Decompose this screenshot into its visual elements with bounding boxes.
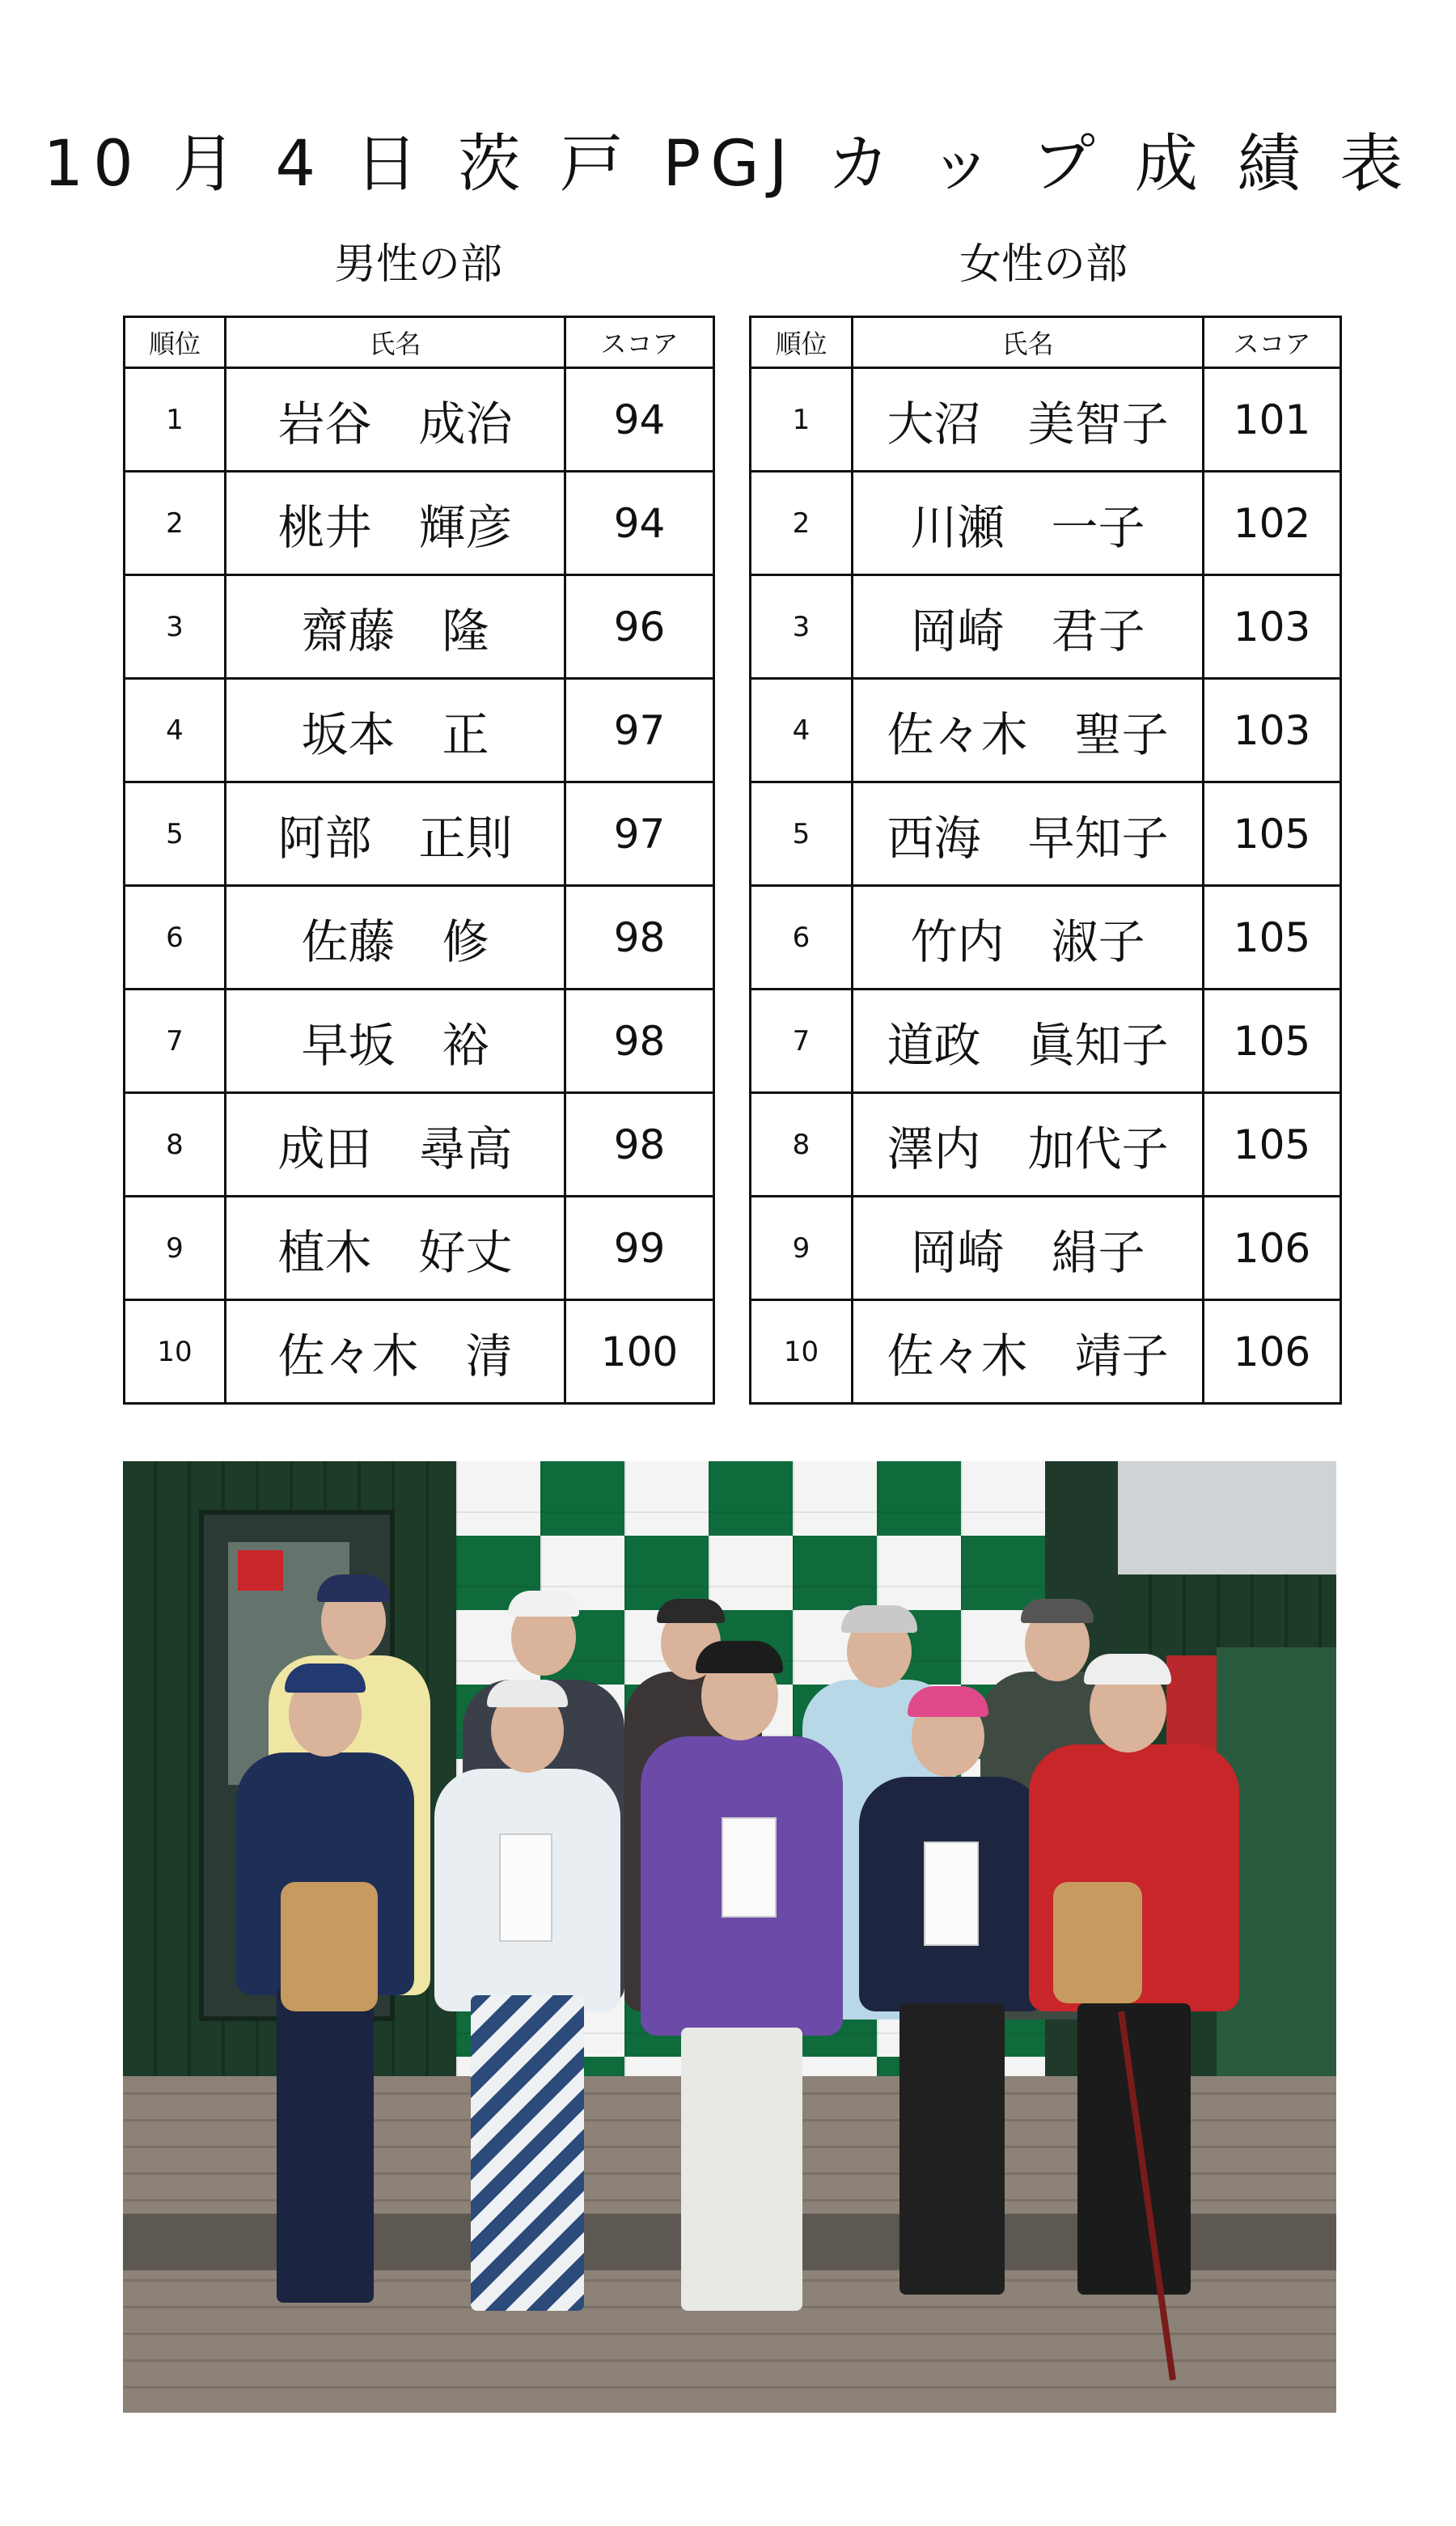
rank-cell: 7 <box>125 990 226 1093</box>
cap <box>317 1575 390 1602</box>
men-results-table <box>123 316 715 1405</box>
rice-bag <box>1053 1882 1142 2003</box>
name-cell: 早坂 裕 <box>226 990 565 1093</box>
score-cell: 103 <box>1204 575 1341 679</box>
score-cell: 105 <box>1204 990 1341 1093</box>
cap <box>657 1599 725 1623</box>
rank-cell: 9 <box>125 1197 226 1300</box>
table-row <box>125 679 714 782</box>
name-cell: 岡崎 君子 <box>853 575 1204 679</box>
score-cell: 106 <box>1204 1197 1341 1300</box>
cap <box>285 1664 366 1693</box>
sky <box>1118 1461 1336 1575</box>
score-cell: 97 <box>565 782 714 886</box>
person-legs <box>899 2003 1005 2295</box>
rank-cell: 4 <box>751 679 853 782</box>
page-title: 10 月 4 日 茨 戸 PGJ カ ッ プ 成 績 表 <box>43 128 1413 201</box>
name-cell: 坂本 正 <box>226 679 565 782</box>
name-cell: 西海 早知子 <box>853 782 1204 886</box>
rank-cell: 3 <box>125 575 226 679</box>
table-row <box>125 782 714 886</box>
score-cell: 103 <box>1204 679 1341 782</box>
table-row <box>751 575 1341 679</box>
table-row <box>751 990 1341 1093</box>
score-cell: 105 <box>1204 886 1341 990</box>
name-cell: 岩谷 成治 <box>226 368 565 472</box>
person-legs <box>471 1995 584 2311</box>
table-row <box>125 886 714 990</box>
table-row <box>751 1093 1341 1197</box>
name-cell: 成田 尋高 <box>226 1093 565 1197</box>
envelope <box>924 1842 979 1946</box>
table-row <box>125 575 714 679</box>
person-legs <box>1077 2003 1191 2295</box>
score-cell: 97 <box>565 679 714 782</box>
name-cell: 佐藤 修 <box>226 886 565 990</box>
door-sign <box>238 1550 283 1591</box>
name-cell: 竹内 淑子 <box>853 886 1204 990</box>
cap <box>1084 1654 1171 1685</box>
group-photo <box>123 1461 1336 2413</box>
name-header: 氏名 <box>226 317 565 368</box>
rank-cell: 4 <box>125 679 226 782</box>
rank-cell: 5 <box>751 782 853 886</box>
rank-cell: 6 <box>125 886 226 990</box>
score-cell: 96 <box>565 575 714 679</box>
table-row <box>751 886 1341 990</box>
cap <box>696 1641 783 1673</box>
rank-cell: 1 <box>125 368 226 472</box>
cap <box>1021 1599 1094 1623</box>
rank-cell: 9 <box>751 1197 853 1300</box>
rank-cell: 3 <box>751 575 853 679</box>
name-cell: 桃井 輝彦 <box>226 472 565 575</box>
table-header-row <box>125 317 714 368</box>
rank-cell: 2 <box>125 472 226 575</box>
name-cell: 岡崎 絹子 <box>853 1197 1204 1300</box>
envelope <box>499 1833 552 1942</box>
rice-bag <box>281 1882 378 2011</box>
rank-header: 順位 <box>751 317 853 368</box>
cap <box>508 1591 579 1617</box>
score-cell: 99 <box>565 1197 714 1300</box>
table-row <box>751 1300 1341 1404</box>
cap <box>841 1605 917 1633</box>
name-cell: 澤内 加代子 <box>853 1093 1204 1197</box>
envelope <box>722 1817 777 1918</box>
rank-cell: 8 <box>125 1093 226 1197</box>
score-cell: 101 <box>1204 368 1341 472</box>
name-cell: 道政 眞知子 <box>853 990 1204 1093</box>
table-row <box>125 1300 714 1404</box>
name-cell: 齋藤 隆 <box>226 575 565 679</box>
score-cell: 98 <box>565 1093 714 1197</box>
person-legs <box>681 2028 802 2311</box>
name-cell: 川瀬 一子 <box>853 472 1204 575</box>
women-results-table <box>749 316 1342 1405</box>
score-cell: 100 <box>565 1300 714 1404</box>
rank-cell: 6 <box>751 886 853 990</box>
rank-header: 順位 <box>125 317 226 368</box>
score-cell: 102 <box>1204 472 1341 575</box>
table-row <box>751 679 1341 782</box>
person-legs <box>277 1987 374 2303</box>
rank-cell: 8 <box>751 1093 853 1197</box>
name-header: 氏名 <box>853 317 1204 368</box>
men-section-title: 男性の部 <box>333 240 502 289</box>
score-cell: 105 <box>1204 1093 1341 1197</box>
table-row <box>751 368 1341 472</box>
table-row <box>751 782 1341 886</box>
rank-cell: 5 <box>125 782 226 886</box>
name-cell: 植木 好丈 <box>226 1197 565 1300</box>
table-row <box>751 1197 1341 1300</box>
name-cell: 佐々木 靖子 <box>853 1300 1204 1404</box>
cap <box>908 1686 988 1717</box>
table-header-row <box>751 317 1341 368</box>
score-header: スコア <box>1204 317 1341 368</box>
score-cell: 105 <box>1204 782 1341 886</box>
score-cell: 98 <box>565 886 714 990</box>
score-header: スコア <box>565 317 714 368</box>
rank-cell: 2 <box>751 472 853 575</box>
table-row <box>125 368 714 472</box>
rank-cell: 7 <box>751 990 853 1093</box>
rank-cell: 10 <box>125 1300 226 1404</box>
score-cell: 94 <box>565 472 714 575</box>
rank-cell: 10 <box>751 1300 853 1404</box>
table-row <box>751 472 1341 575</box>
women-section-title: 女性の部 <box>959 240 1128 289</box>
cap <box>487 1680 568 1707</box>
table-row <box>125 1093 714 1197</box>
score-cell: 98 <box>565 990 714 1093</box>
name-cell: 佐々木 清 <box>226 1300 565 1404</box>
rank-cell: 1 <box>751 368 853 472</box>
score-cell: 94 <box>565 368 714 472</box>
table-row <box>125 1197 714 1300</box>
table-row <box>125 990 714 1093</box>
name-cell: 佐々木 聖子 <box>853 679 1204 782</box>
name-cell: 阿部 正則 <box>226 782 565 886</box>
table-row <box>125 472 714 575</box>
name-cell: 大沼 美智子 <box>853 368 1204 472</box>
score-cell: 106 <box>1204 1300 1341 1404</box>
